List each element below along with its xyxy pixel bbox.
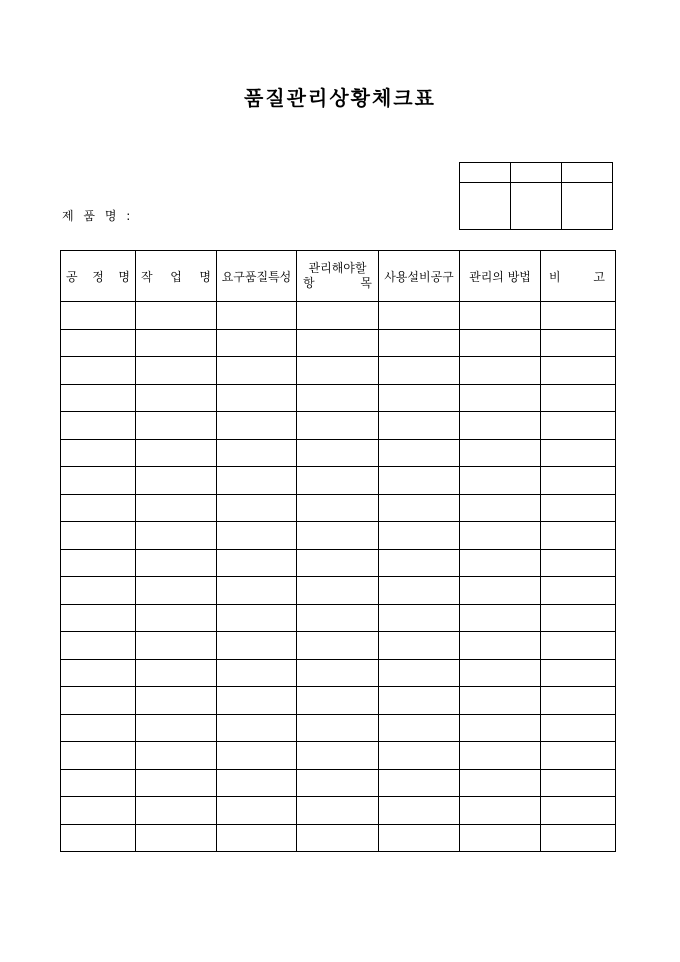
table-cell[interactable] (136, 329, 217, 357)
table-row (61, 439, 616, 467)
table-cell[interactable] (136, 714, 217, 742)
table-cell[interactable] (217, 329, 297, 357)
quality-check-table (60, 250, 616, 852)
table-cell[interactable] (379, 659, 460, 687)
table-cell[interactable] (217, 797, 297, 825)
table-cell[interactable] (379, 604, 460, 632)
approval-sign-cell[interactable] (511, 183, 562, 230)
table-cell[interactable] (61, 549, 136, 577)
table-cell[interactable] (136, 384, 217, 412)
table-cell[interactable] (379, 522, 460, 550)
page-title: 품질관리상황체크표 (244, 86, 436, 110)
table-cell[interactable] (217, 577, 297, 605)
table-cell[interactable] (541, 412, 616, 440)
table-cell[interactable] (460, 824, 541, 852)
table-cell[interactable] (297, 522, 379, 550)
table-row (61, 329, 616, 357)
table-row (61, 384, 616, 412)
table-cell[interactable] (136, 412, 217, 440)
table-cell[interactable] (297, 412, 379, 440)
table-row (61, 632, 616, 660)
table-cell[interactable] (61, 412, 136, 440)
table-cell[interactable] (297, 357, 379, 385)
table-cell[interactable] (136, 522, 217, 550)
table-cell[interactable] (379, 302, 460, 330)
table-cell[interactable] (460, 742, 541, 770)
table-cell[interactable] (136, 769, 217, 797)
table-cell[interactable] (379, 549, 460, 577)
table-cell[interactable] (61, 769, 136, 797)
table-cell[interactable] (460, 714, 541, 742)
table-cell[interactable] (541, 687, 616, 715)
col-header-control-items: 관리해야할 항 목 (297, 251, 379, 302)
table-cell[interactable] (61, 522, 136, 550)
table-cell[interactable] (297, 467, 379, 495)
table-cell[interactable] (541, 632, 616, 660)
table-cell[interactable] (460, 659, 541, 687)
table-cell[interactable] (217, 714, 297, 742)
table-cell[interactable] (460, 577, 541, 605)
table-cell[interactable] (136, 742, 217, 770)
table-cell[interactable] (297, 577, 379, 605)
table-cell[interactable] (541, 467, 616, 495)
table-cell[interactable] (379, 329, 460, 357)
table-cell[interactable] (297, 439, 379, 467)
table-cell[interactable] (297, 302, 379, 330)
table-cell[interactable] (136, 302, 217, 330)
table-cell[interactable] (217, 522, 297, 550)
table-cell[interactable] (217, 604, 297, 632)
approval-head-cell (460, 163, 511, 183)
table-cell[interactable] (541, 384, 616, 412)
table-cell[interactable] (379, 467, 460, 495)
table-cell[interactable] (379, 769, 460, 797)
table-cell[interactable] (379, 824, 460, 852)
table-cell[interactable] (136, 439, 217, 467)
table-cell[interactable] (541, 797, 616, 825)
table-cell[interactable] (460, 329, 541, 357)
table-cell[interactable] (297, 549, 379, 577)
approval-sign-cell[interactable] (460, 183, 511, 230)
table-cell[interactable] (460, 494, 541, 522)
col-header-remarks: 비 고 (541, 251, 616, 302)
table-cell[interactable] (217, 412, 297, 440)
table-cell[interactable] (136, 687, 217, 715)
table-cell[interactable] (379, 439, 460, 467)
table-row (61, 549, 616, 577)
col-header-equipment-tools: 사용설비공구 (379, 251, 460, 302)
table-cell[interactable] (460, 522, 541, 550)
table-cell[interactable] (61, 604, 136, 632)
table-row (61, 412, 616, 440)
table-row (61, 604, 616, 632)
table-cell[interactable] (217, 439, 297, 467)
table-cell[interactable] (460, 302, 541, 330)
table-cell[interactable] (297, 632, 379, 660)
table-cell[interactable] (61, 824, 136, 852)
table-row (61, 494, 616, 522)
table-cell[interactable] (460, 687, 541, 715)
table-cell[interactable] (297, 769, 379, 797)
table-cell[interactable] (460, 632, 541, 660)
col-header-control-method: 관리의 방법 (460, 251, 541, 302)
table-row (61, 714, 616, 742)
table-cell[interactable] (136, 549, 217, 577)
col-header-process-name: 공 정 명 (61, 251, 136, 302)
table-cell[interactable] (541, 742, 616, 770)
table-cell[interactable] (541, 577, 616, 605)
table-cell[interactable] (379, 412, 460, 440)
table-row (61, 824, 616, 852)
table-cell[interactable] (136, 659, 217, 687)
table-cell[interactable] (61, 494, 136, 522)
table-cell[interactable] (297, 494, 379, 522)
table-cell[interactable] (217, 384, 297, 412)
table-cell[interactable] (379, 687, 460, 715)
approval-sign-cell[interactable] (562, 183, 613, 230)
table-cell[interactable] (217, 302, 297, 330)
table-cell[interactable] (460, 549, 541, 577)
table-cell[interactable] (136, 494, 217, 522)
table-cell[interactable] (136, 604, 217, 632)
table-cell[interactable] (379, 494, 460, 522)
table-cell[interactable] (460, 467, 541, 495)
table-cell[interactable] (379, 632, 460, 660)
table-cell[interactable] (541, 329, 616, 357)
table-cell[interactable] (297, 714, 379, 742)
table-cell[interactable] (541, 494, 616, 522)
table-row (61, 522, 616, 550)
table-cell[interactable] (460, 439, 541, 467)
table-cell[interactable] (541, 604, 616, 632)
table-cell[interactable] (136, 577, 217, 605)
table-body (61, 302, 616, 852)
table-row (61, 659, 616, 687)
table-cell[interactable] (217, 632, 297, 660)
table-cell[interactable] (61, 797, 136, 825)
table-cell[interactable] (460, 604, 541, 632)
table-cell[interactable] (61, 439, 136, 467)
table-cell[interactable] (61, 384, 136, 412)
table-cell[interactable] (379, 357, 460, 385)
table-cell[interactable] (61, 357, 136, 385)
table-cell[interactable] (217, 549, 297, 577)
table-cell[interactable] (460, 769, 541, 797)
table-row (61, 742, 616, 770)
table-cell[interactable] (61, 302, 136, 330)
table-cell[interactable] (61, 632, 136, 660)
table-cell[interactable] (297, 687, 379, 715)
table-cell[interactable] (297, 742, 379, 770)
table-row (61, 797, 616, 825)
table-cell[interactable] (136, 824, 217, 852)
table-cell[interactable] (541, 522, 616, 550)
table-row (61, 302, 616, 330)
table-cell[interactable] (541, 549, 616, 577)
table-cell[interactable] (61, 742, 136, 770)
product-name-label: 제 품 명 : (62, 209, 134, 223)
table-cell[interactable] (297, 824, 379, 852)
table-cell[interactable] (541, 659, 616, 687)
col-header-required-quality: 요구품질특성 (217, 251, 297, 302)
table-cell[interactable] (541, 357, 616, 385)
table-cell[interactable] (379, 797, 460, 825)
table-cell[interactable] (460, 357, 541, 385)
table-cell[interactable] (297, 329, 379, 357)
table-cell[interactable] (217, 742, 297, 770)
table-row (61, 357, 616, 385)
table-cell[interactable] (217, 357, 297, 385)
table-cell[interactable] (217, 659, 297, 687)
table-cell[interactable] (217, 467, 297, 495)
table-cell[interactable] (297, 659, 379, 687)
table-cell[interactable] (541, 439, 616, 467)
header-row (61, 251, 616, 302)
table-cell[interactable] (217, 769, 297, 797)
approval-box (459, 162, 613, 230)
table-cell[interactable] (541, 714, 616, 742)
table-cell[interactable] (217, 687, 297, 715)
table-cell[interactable] (217, 824, 297, 852)
table-cell[interactable] (61, 467, 136, 495)
table-cell[interactable] (541, 824, 616, 852)
col-header-task-name: 작 업 명 (136, 251, 217, 302)
approval-head-cell (562, 163, 613, 183)
table-row (61, 467, 616, 495)
table-cell[interactable] (460, 384, 541, 412)
table-row (61, 769, 616, 797)
table-cell[interactable] (379, 384, 460, 412)
table-cell[interactable] (379, 714, 460, 742)
table-cell[interactable] (297, 797, 379, 825)
table-cell[interactable] (541, 769, 616, 797)
table-cell[interactable] (136, 797, 217, 825)
table-cell[interactable] (136, 357, 217, 385)
table-cell[interactable] (136, 632, 217, 660)
table-cell[interactable] (297, 604, 379, 632)
table-cell[interactable] (61, 687, 136, 715)
table-cell[interactable] (379, 742, 460, 770)
table-row (61, 687, 616, 715)
table-cell[interactable] (61, 329, 136, 357)
approval-head-cell (511, 163, 562, 183)
table-cell[interactable] (136, 467, 217, 495)
table-cell[interactable] (541, 302, 616, 330)
table-cell[interactable] (217, 494, 297, 522)
table-cell[interactable] (61, 714, 136, 742)
table-cell[interactable] (61, 577, 136, 605)
table-cell[interactable] (61, 659, 136, 687)
table-cell[interactable] (460, 412, 541, 440)
table-cell[interactable] (460, 797, 541, 825)
table-row (61, 577, 616, 605)
table-cell[interactable] (297, 384, 379, 412)
table-cell[interactable] (379, 577, 460, 605)
